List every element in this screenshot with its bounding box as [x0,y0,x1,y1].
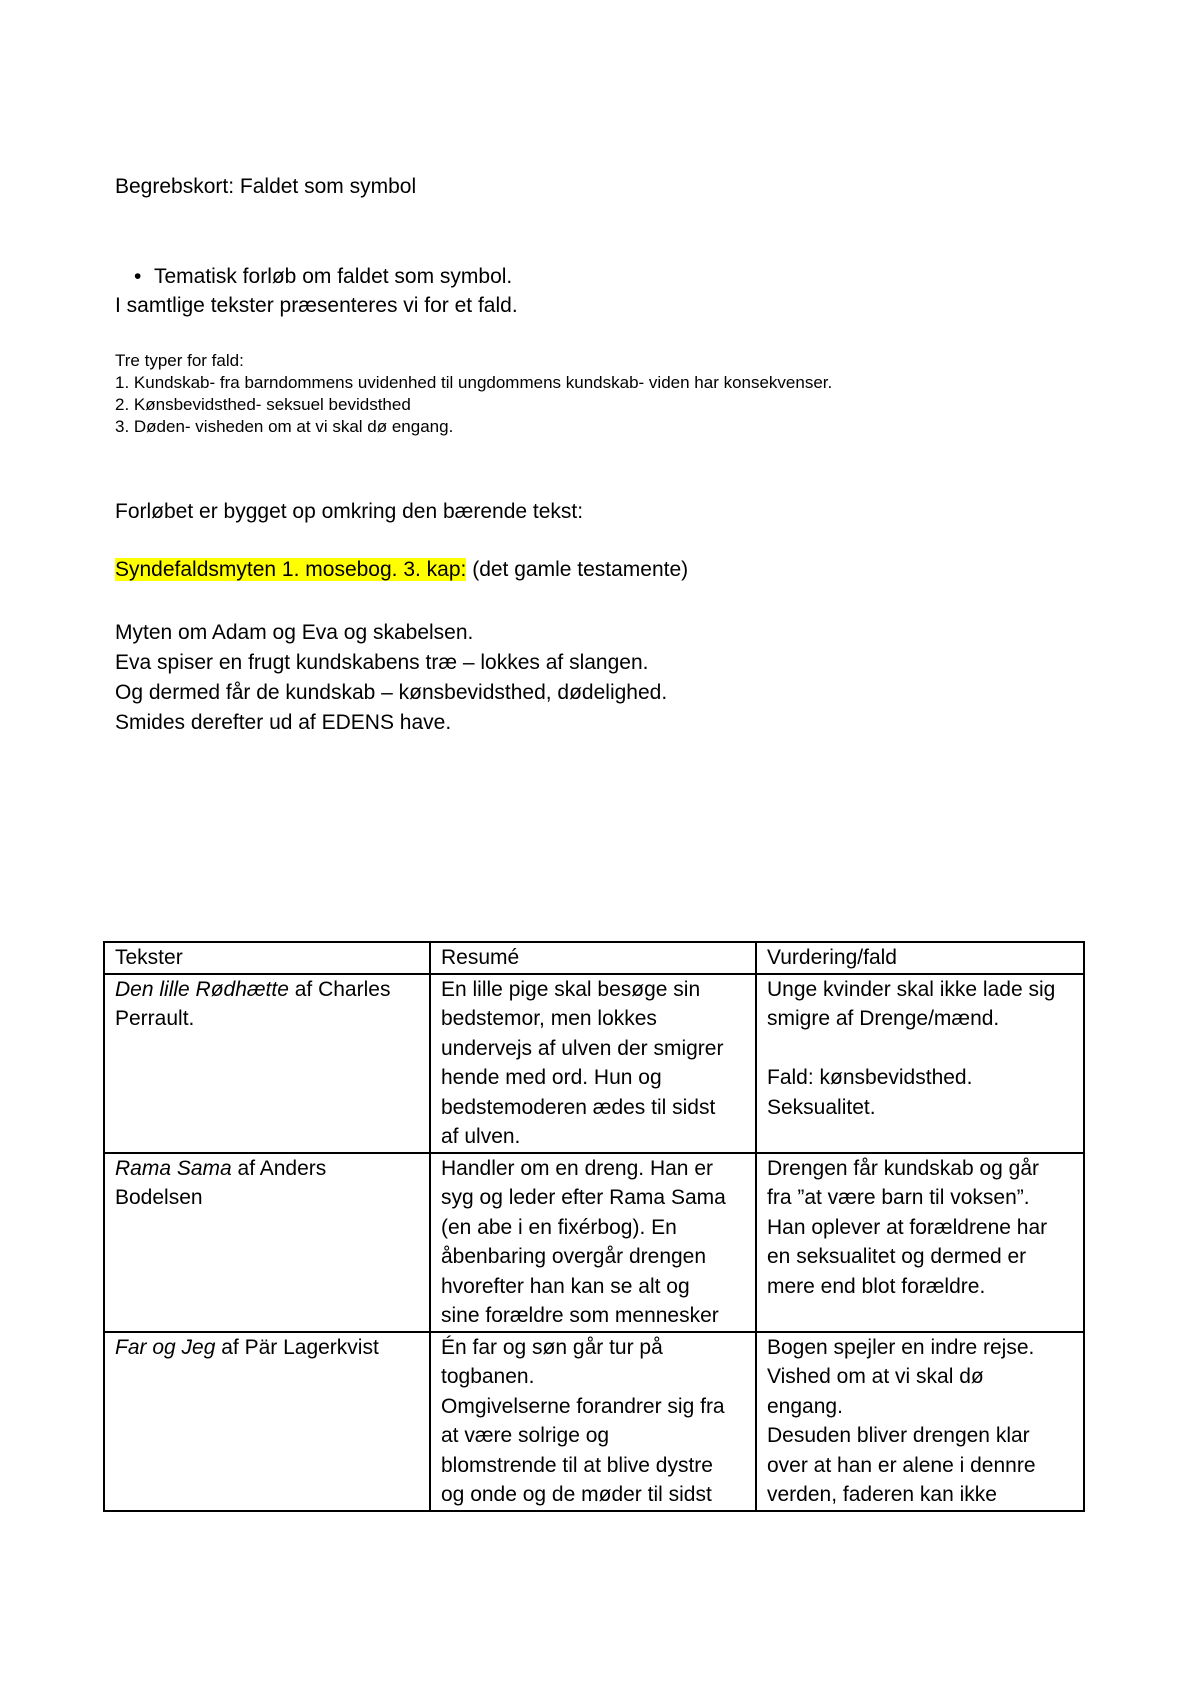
text-title-cell [104,1332,430,1511]
vurdering-line: Fald: kønsbevidsthed. [767,1066,973,1089]
resume-line: hvorefter han kan se alt og [441,1274,690,1298]
vurdering-line: Bogen spejler en indre rejse. [767,1335,1035,1359]
texts-table [103,941,1085,1512]
vurdering-line: Drengen får kundskab og går [767,1156,1040,1180]
table-header-cell: Vurdering/fald [756,942,1084,974]
text-title: Den lille Rødhætte [115,977,289,1001]
vurdering-line: Unge kvinder skal ikke lade sig [767,977,1056,1001]
text-title-cell [104,974,430,1153]
resume-line: Én far og søn går tur på [441,1335,663,1359]
vurdering-line: Seksualitet. [767,1095,876,1119]
resume-cell [430,1153,756,1332]
resume-line: at være solrige og [441,1424,610,1447]
fall-types-list [115,350,832,438]
resume-line: (en abe i en fixérbog). En [441,1215,677,1239]
resume-line: og onde og de møder til sidst [441,1483,712,1506]
fall-type-item: 2. Kønsbevidsthed- seksuel bevidsthed [115,395,411,414]
table-header-cell: Tekster [104,942,430,974]
bullet-text: Tematisk forløb om faldet som symbol. [154,265,513,288]
table-header-row [104,942,1084,974]
vurdering-line: over at han er alene i dennre [767,1453,1036,1477]
vurdering-line: verden, faderen kan ikke [767,1483,997,1506]
resume-line: bedstemor, men lokkes [441,1007,657,1030]
vurdering-line: Han oplever at forældrene har [767,1215,1048,1239]
resume-line: blomstrende til at blive dystre [441,1453,713,1477]
resume-line: sine forældre som mennesker [441,1304,719,1327]
resume-line: bedstemoderen ædes til sidst [441,1095,716,1119]
text-title-cell [104,1153,430,1332]
myth-reference [115,558,688,582]
resume-line: Handler om en dreng. Han er [441,1156,713,1180]
resume-cell [430,974,756,1153]
resume-line: Omgivelserne forandrer sig fra [441,1394,725,1418]
summary-line: Smides derefter ud af EDENS have. [115,711,452,734]
text-author: af Charles [288,977,391,1001]
vurdering-line: Desuden bliver drengen klar [767,1424,1030,1447]
text-title: Rama Sama [115,1156,232,1180]
table-row [104,1332,1084,1511]
vurdering-line: engang. [767,1394,843,1418]
fall-types-heading: Tre typer for fald: [115,351,244,370]
vurdering-line: en seksualitet og dermed er [767,1245,1027,1268]
vurdering-line: mere end blot forældre. [767,1274,986,1298]
resume-line: En lille pige skal besøge sin [441,977,701,1001]
resume-line: hende med ord. Hun og [441,1066,662,1089]
vurdering-blank-line [767,1034,1073,1064]
fall-type-item: 1. Kundskab- fra barndommens uvidenhed til ungdommens kundskab- viden har konsekvenser. [115,373,833,392]
table-row [104,974,1084,1153]
resume-line: togbanen. [441,1365,535,1388]
resume-line: af ulven. [441,1125,521,1148]
text-author: af Anders [231,1156,327,1180]
vurdering-cell [756,1332,1084,1511]
vurdering-line: smigre af Drenge/mænd. [767,1007,1000,1030]
table-row [104,1153,1084,1332]
section-heading: Forløbet er bygget op omkring den bærende tekst: [115,500,584,523]
text-author: af Pär Lagerkvist [215,1335,379,1359]
bullet-item [134,265,513,289]
resume-cell [430,1332,756,1511]
summary-line: Og dermed får de kundskab – kønsbevidsthed, dødelighed. [115,681,668,704]
table-header-cell: Resumé [430,942,756,974]
bullet-dot-icon: • [134,265,142,288]
summary-line: Eva spiser en frugt kundskabens træ – lokkes af slangen. [115,651,649,674]
vurdering-line: Vished om at vi skal dø [767,1365,984,1388]
resume-line: åbenbaring overgår drengen [441,1245,707,1268]
vurdering-cell [756,974,1084,1153]
myth-rest: (det gamle testamente) [466,558,689,581]
text-author-line2: Perrault. [115,1007,195,1030]
document-title: Begrebskort: Faldet som symbol [115,175,417,198]
myth-highlight: Syndefaldsmyten 1. mosebog. 3. kap: [115,558,467,581]
summary-line: Myten om Adam og Eva og skabelsen. [115,621,474,644]
vurdering-line: fra ”at være barn til voksen”. [767,1186,1030,1209]
text-author-line2: Bodelsen [115,1186,203,1209]
resume-line: syg og leder efter Rama Sama [441,1186,726,1209]
resume-line: undervejs af ulven der smigrer [441,1036,724,1060]
vurdering-cell [756,1153,1084,1332]
fall-type-item: 3. Døden- visheden om at vi skal dø engang. [115,417,454,436]
intro-text: I samtlige tekster præsenteres vi for et fald. [115,294,518,317]
myth-summary [115,618,667,738]
text-title: Far og Jeg [115,1335,216,1359]
